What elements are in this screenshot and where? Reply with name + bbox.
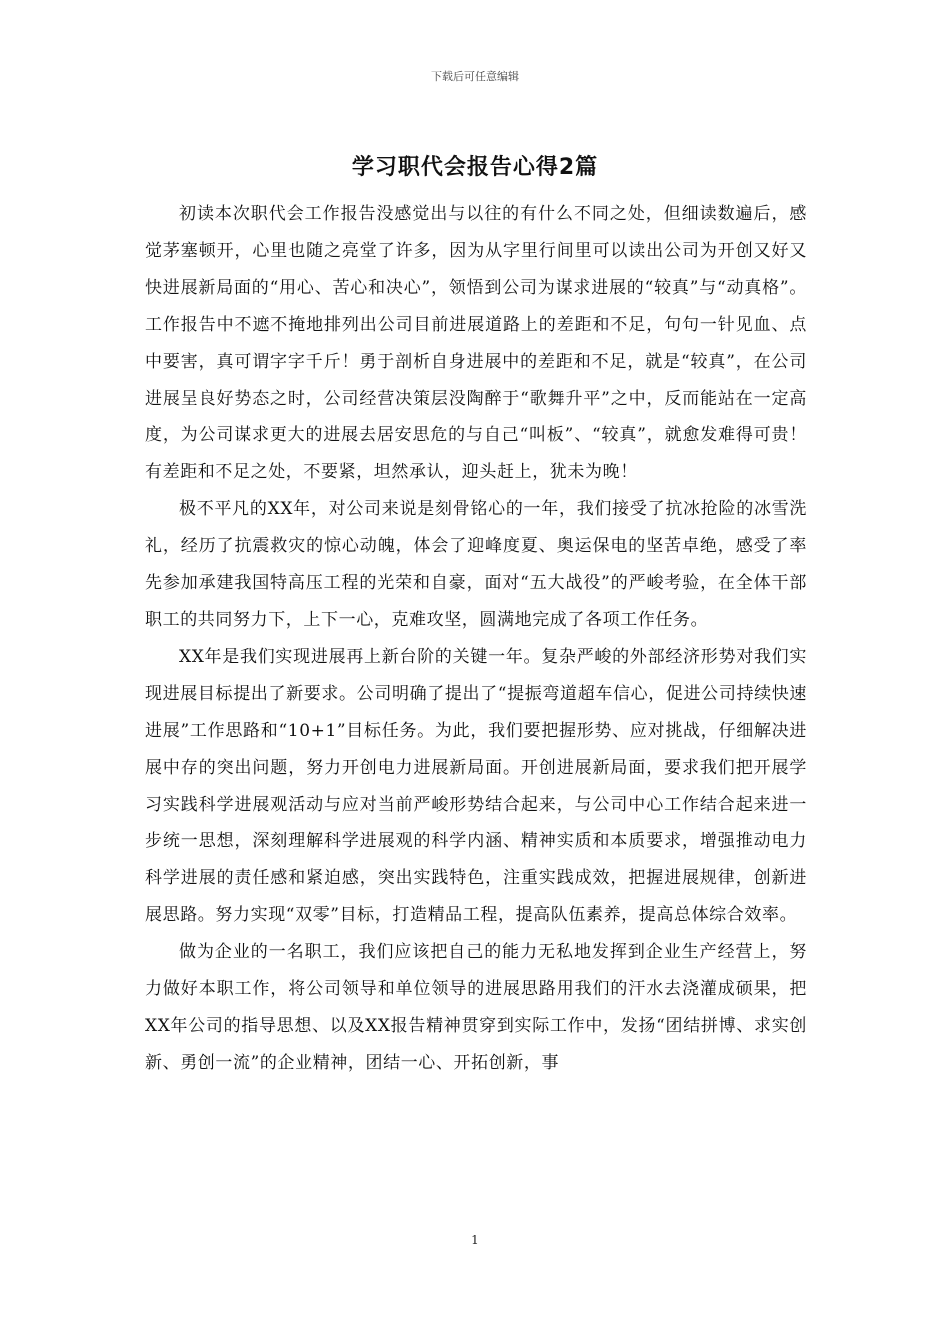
page-number: 1 — [471, 1233, 479, 1247]
document-title: 学习职代会报告心得2篇 — [351, 155, 599, 180]
header-note: 下载后可任意编辑 — [431, 70, 519, 83]
document-body — [145, 196, 807, 1082]
paragraph-3: XX年是我们实现进展再上新台阶的关键一年。复杂严峻的外部经济形势对我们实现进展目标提出了新要求。公司明确了提出了“提振弯道超车信心，促进公司持续快速进展”工作思路和“10+1”目标任务。为此，我们要把握形势、应对挑战，仔细解决进展中存的突出问题，努力开创电力进展新局面。开创进展新局面，要求我们把开展学习实践科学进展观活动与应对当前严峻形势结合起来，与公司中心工作结合起来进一步统一思想，深刻理解科学进展观的科学内涵、精神实质和本质要求，增强推动电力科学进展的责任感和紧迫感，突出实践特色，注重实践成效，把握进展规律，创新进展思路。努力实现“双零”目标，打造精品工程，提高队伍素养，提高总体综合效率。 — [145, 646, 807, 926]
paragraph-1: 初读本次职代会工作报告没感觉出与以往的有什么不同之处，但细读数遍后，感觉茅塞顿开，心里也随之亮堂了许多，因为从字里行间里可以读出公司为开创又好又快进展新局面的“用心、苦心和决心”，领悟到公司为谋求进展的“较真”与“动真格”。工作报告中不遮不掩地排列出公司目前进展道路上的差距和不足，句句一针见血、点中要害，真可谓字字千斤！勇于剖析自身进展中的差距和不足，就是“较真”，在公司进展呈良好势态之时，公司经营决策层没陶醉于“歌舞升平”之中，反而能站在一定高度，为公司谋求更大的进展去居安思危的与自己“叫板”、“较真”，就愈发难得可贵！有差距和不足之处，不要紧，坦然承认，迎头赶上，犹未为晚！ — [145, 204, 807, 483]
paragraph-4: 做为企业的一名职工，我们应该把自己的能力无私地发挥到企业生产经营上，努力做好本职工作，将公司领导和单位领导的进展思路用我们的汗水去浇灌成硕果，把XX年公司的指导思想、以及XX报告精神贯穿到实际工作中，发扬“团结拼博、求实创新、勇创一流”的企业精神，团结一心、开拓创新，事 — [145, 942, 807, 1073]
paragraph-2: 极不平凡的XX年，对公司来说是刻骨铭心的一年，我们接受了抗冰抢险的冰雪洗礼，经历了抗震救灾的惊心动魄，体会了迎峰度夏、奥运保电的坚苦卓绝，感受了率先参加承建我国特高压工程的光荣和自豪，面对“五大战役”的严峻考验，在全体干部职工的共同努力下，上下一心，克难攻坚，圆满地完成了各项工作任务。 — [145, 499, 807, 630]
